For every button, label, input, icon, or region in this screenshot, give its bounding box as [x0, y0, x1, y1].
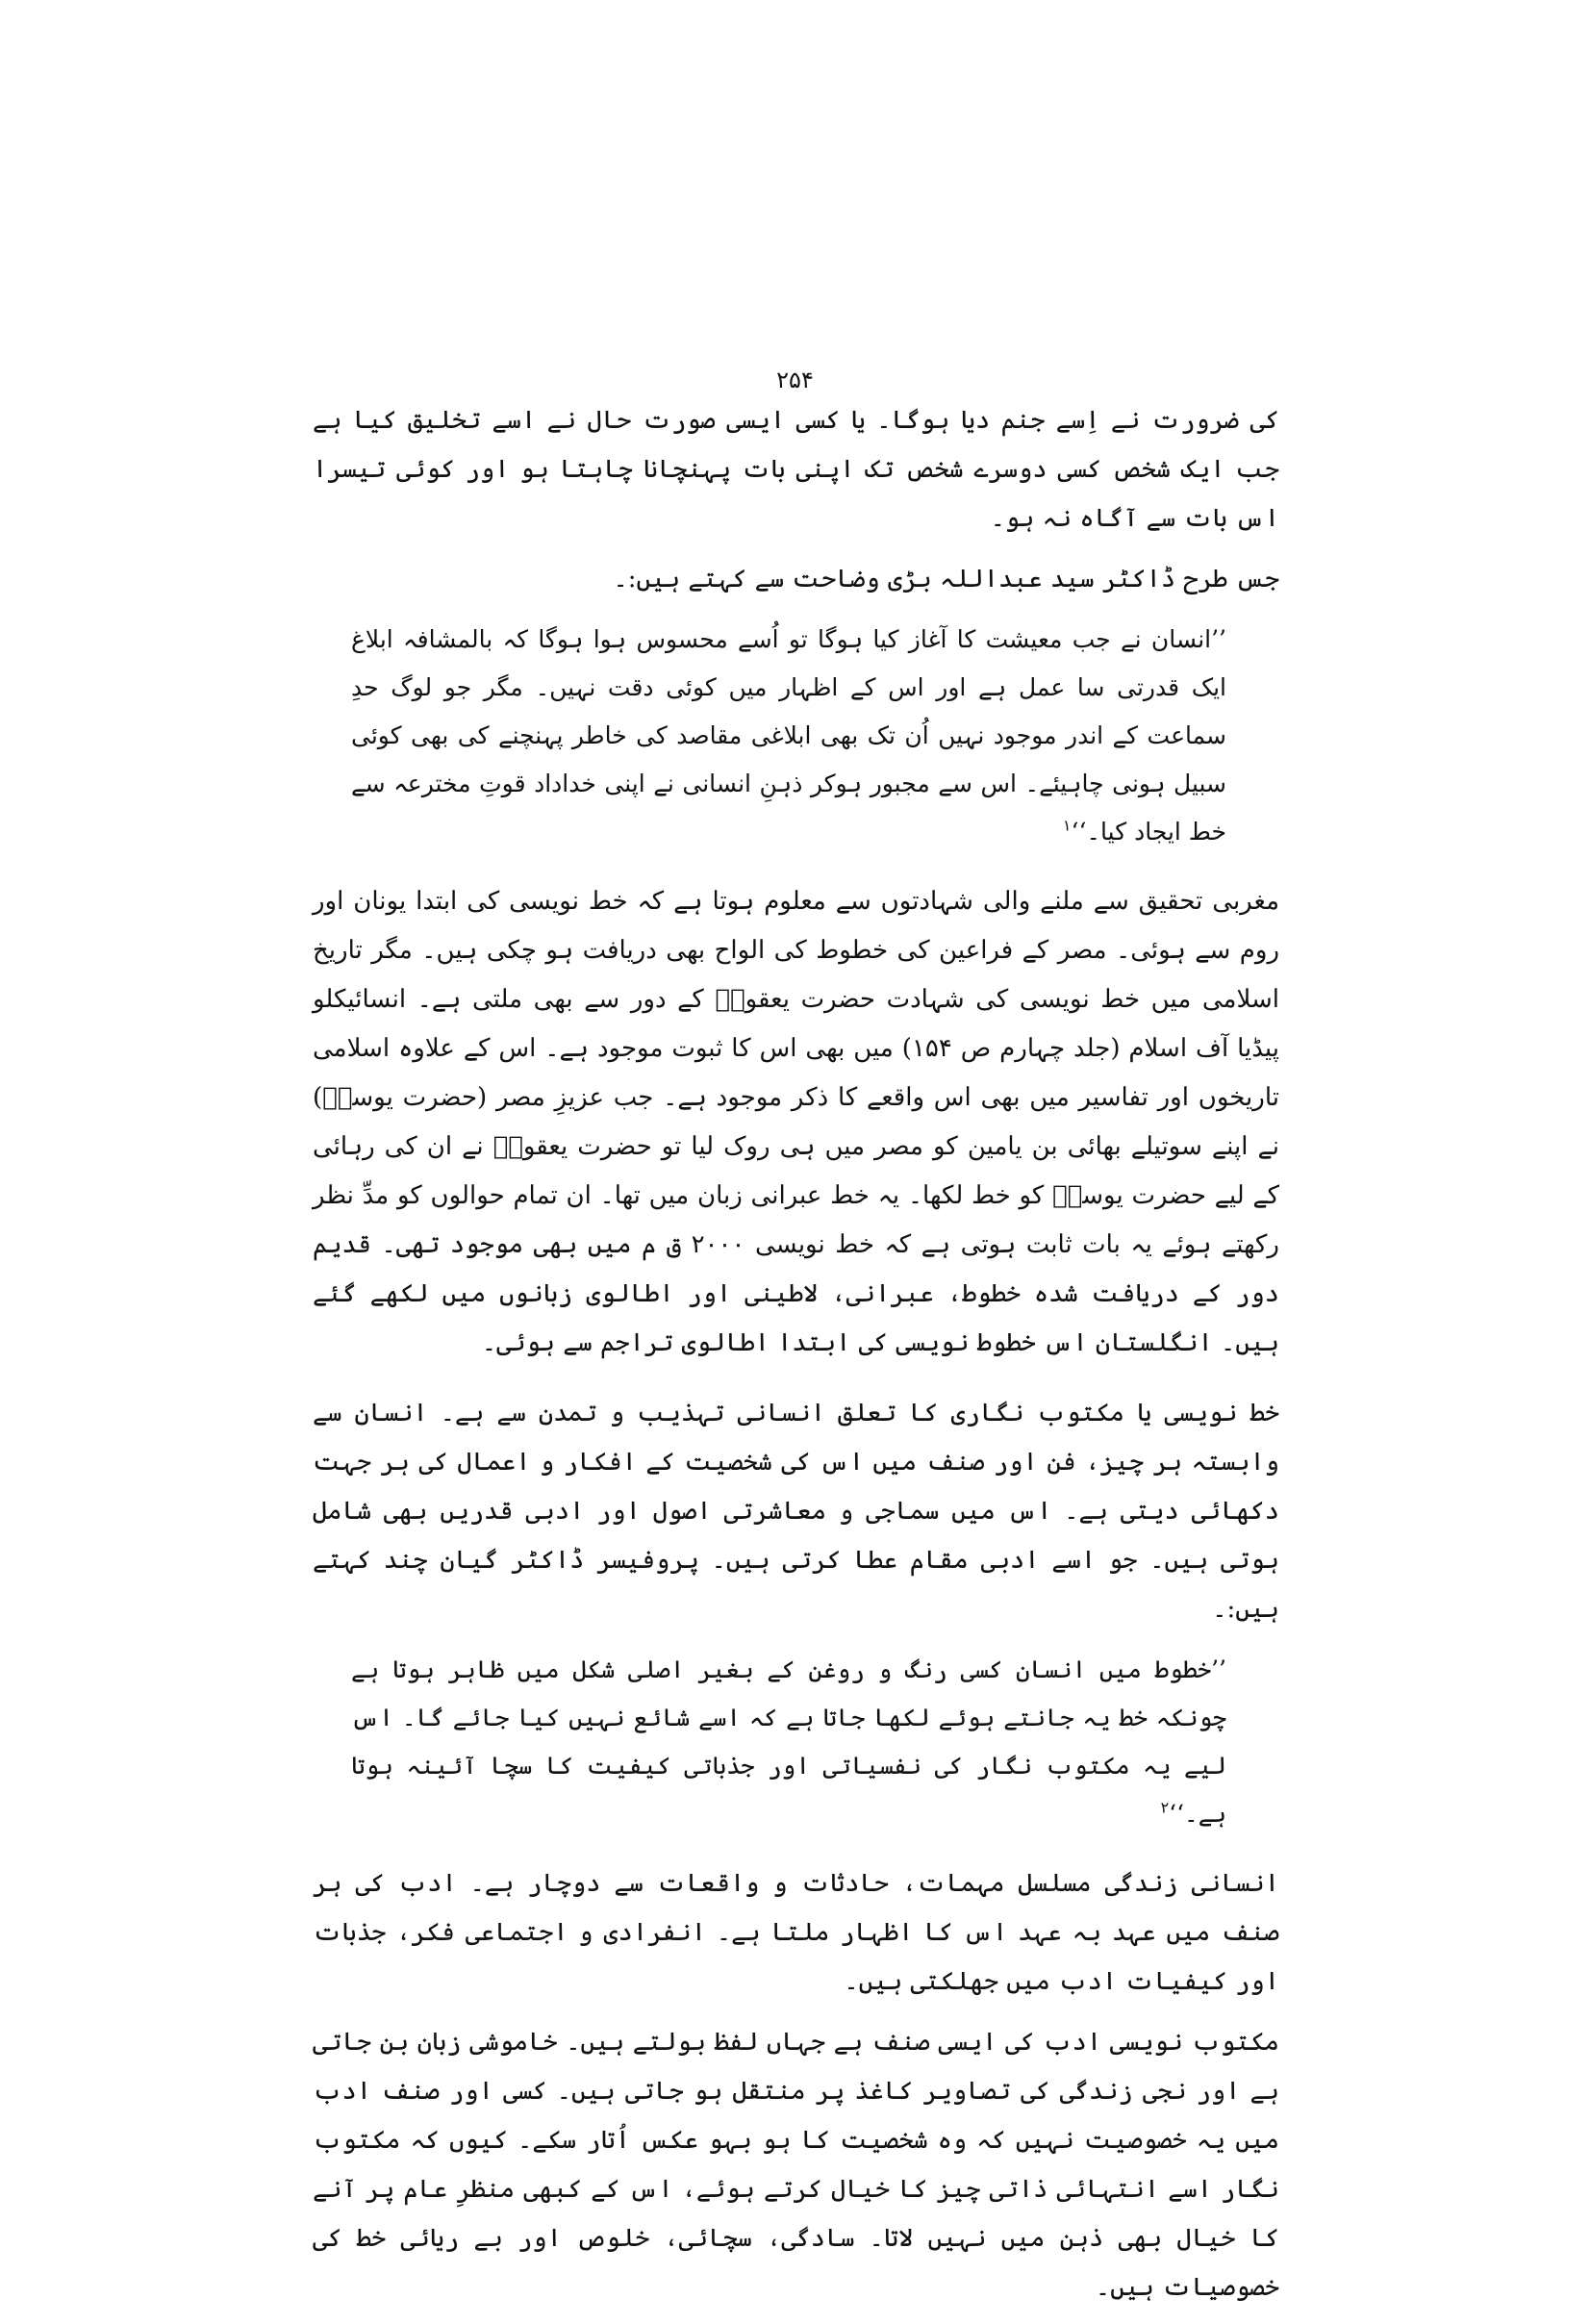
paragraph-5: انسانی زندگی مسلسل مہمات، حادثات و واقعات سے دوچار ہے۔ ادب کی ہر صنف میں عہد بہ عہد اس کا اظہار ملتا ہے۔ انفرادی و اجتماعی فکر، جذبات اور کیفیات ادب میں جھلکتی ہیں۔ [313, 1869, 1279, 1996]
quote-text-2: ’’خطوط میں انسان کسی رنگ و روغن کے بغیر اصلی شکل میں ظاہر ہوتا ہے چونکہ خط یہ جانتے ہوئے لکھا جاتا ہے کہ اسے شائع نہیں کیا جائے گا۔ اس لیے یہ مکتوب نگار کی نفسیاتی اور جذباتی کیفیت کا سچا آئینہ ہوتا ہے۔‘‘ [351, 1655, 1226, 1828]
footnote-marker-2: ۲ [1160, 1798, 1170, 1817]
footnote-marker-1: ۱ [1062, 816, 1072, 835]
quote-text-1: ’’انسان نے جب معیشت کا آغاز کیا ہوگا تو اُسے محسوس ہوا ہوگا کہ بالمشافہ ابلاغ ایک قدرتی سا عمل ہے اور اس کے اظہار میں کوئی دقت نہیں۔ مگر جو لوگ حدِ سماعت کے اندر موجود نہیں اُن تک بھی ابلاغی مقاصد کی خاطر پہنچنے کی بھی کوئی سبیل ہونی چاہیئے۔ اس سے مجبور ہوکر ذہنِ انسانی نے اپنی خداداد قوتِ مخترعہ سے خط ایجاد کیا۔‘‘ [351, 625, 1226, 846]
paragraph-4: خط نویسی یا مکتوب نگاری کا تعلق انسانی تہذیب و تمدن سے ہے۔ انسان سے وابستہ ہر چیز، فن اور صنف میں اس کی شخصیت کے افکار و اعمال کی ہر جہت دکھائی دیتی ہے۔ اس میں سماجی و معاشرتی اصول اور ادبی قدریں بھی شامل ہوتی ہیں۔ جو اسے ادبی مقام عطا کرتی ہیں۔ پروفیسر ڈاکٹر گیان چند کہتے ہیں:۔ [313, 1399, 1279, 1624]
block-quote-1 [351, 616, 1226, 856]
page-number: ۲۵۴ [776, 366, 814, 393]
paragraph-2: جس طرح ڈاکٹر سید عبداللہ بڑی وضاحت سے کہتے ہیں:۔ [613, 565, 1279, 594]
paragraph-6: مکتوب نویسی ادب کی ایسی صنف ہے جہاں لفظ بولتے ہیں۔ خاموشی زبان بن جاتی ہے اور نجی زندگی کی تصاویر کاغذ پر منتقل ہو جاتی ہیں۔ کسی اور صنف ادب میں یہ خصوصیت نہیں کہ وہ شخصیت کا ہو بہو عکس اُتار سکے۔ کیوں کہ مکتوب نگار اسے انتہائی ذاتی چیز کا خیال کرتے ہوئے، اس کے کبھی منظرِ عام پر آنے کا خیال بھی ذہن میں نہیں لاتا۔ سادگی، سچائی، خلوص اور بے ریائی خط کی خصوصیات ہیں۔ [313, 2028, 1279, 2302]
paragraph-1: کی ضرورت نے اِسے جنم دیا ہوگا۔ یا کسی ایسی صورت حال نے اسے تخلیق کیا ہے جب ایک شخص کسی دوسرے شخص تک اپنی بات پہنچانا چاہتا ہو اور کوئی تیسرا اس بات سے آگاہ نہ ہو۔ [313, 406, 1279, 533]
paragraph-3: مغربی تحقیق سے ملنے والی شہادتوں سے معلوم ہوتا ہے کہ خط نویسی کی ابتدا یونان اور روم سے ہوئی۔ مصر کے فراعین کی خطوط کی الواح بھی دریافت ہو چکی ہیں۔ مگر تاریخ اسلامی میں خط نویسی کی شہادت حضرت یعقوبؑ کے دور سے بھی ملتی ہے۔ انسائیکلو پیڈیا آف اسلام (جلد چہارم ص ۱۵۴) میں بھی اس کا ثبوت موجود ہے۔ اس کے علاوہ اسلامی تاریخوں اور تفاسیر میں بھی اس واقعے کا ذکر موجود ہے۔ جب عزیزِ مصر (حضرت یوسفؑ) نے اپنے سوتیلے بھائی بن یامین کو مصر میں ہی روک لیا تو حضرت یعقوبؑ نے ان کی رہائی کے لیے حضرت یوسفؑ کو خط لکھا۔ یہ خط عبرانی زبان میں تھا۔ ان تمام حوالوں کو مدِّ نظر رکھتے ہوئے یہ بات ثابت ہوتی ہے کہ خط نویسی ۲۰۰۰ ق م میں بھی موجود تھی۔ قدیم دور کے دریافت شدہ خطوط، عبرانی، لاطینی اور اطالوی زبانوں میں لکھے گئے ہیں۔ انگلستان اس خطوط نویسی کی ابتدا اطالوی تراجم سے ہوئی۔ [313, 887, 1279, 1357]
block-quote-2 [351, 1646, 1226, 1838]
document-body [313, 396, 1279, 2324]
